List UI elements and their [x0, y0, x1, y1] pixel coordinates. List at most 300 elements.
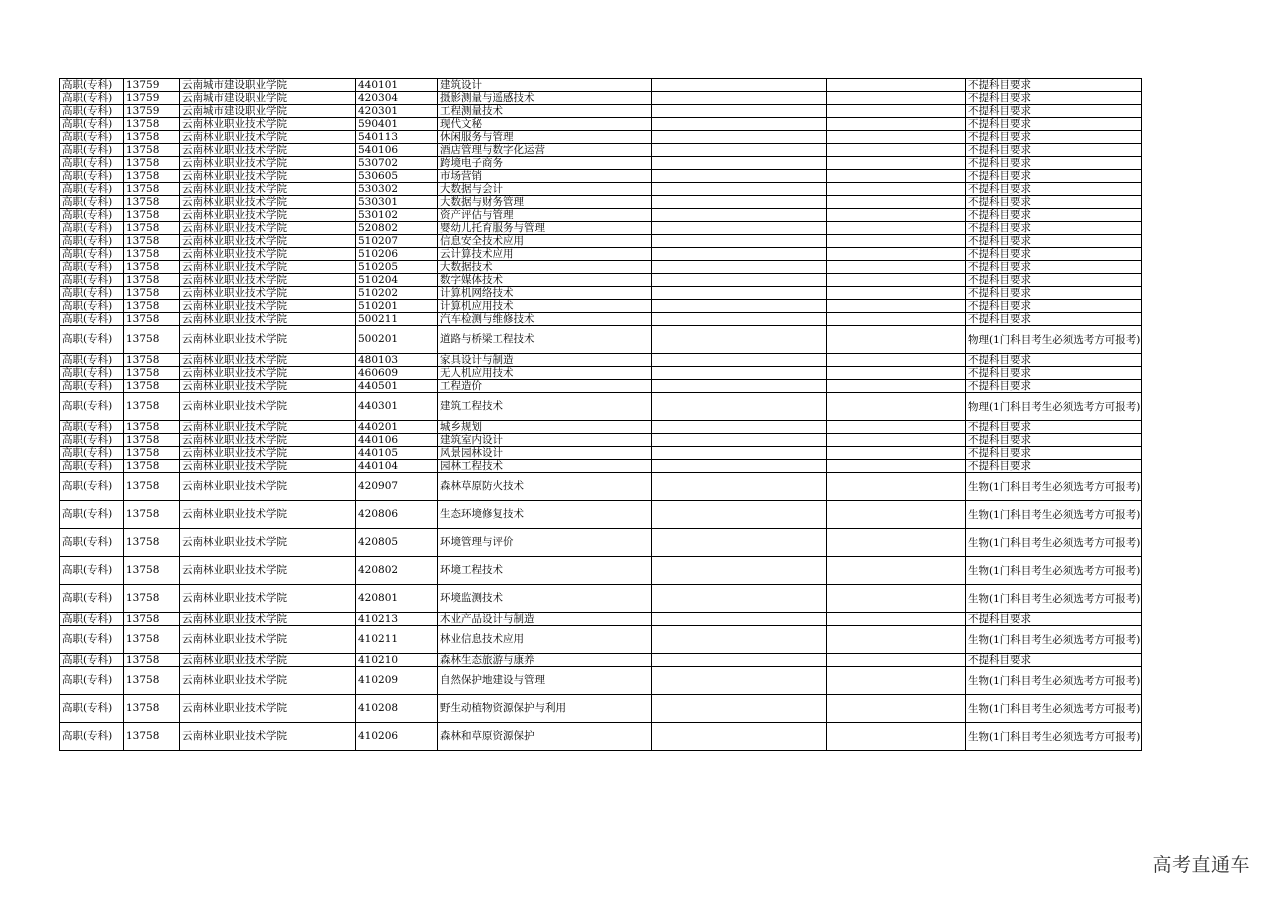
level-cell: 高职(专科): [60, 222, 124, 235]
school-code-cell: 13758: [124, 501, 180, 529]
subject-requirement-cell: 生物(1门科目考生必须选考方可报考): [966, 667, 1142, 695]
major-code-cell: 500211: [356, 313, 438, 326]
blank-cell: [652, 695, 827, 723]
school-name-cell: 云南林业职业技术学院: [180, 235, 356, 248]
school-name-cell: 云南林业职业技术学院: [180, 626, 356, 654]
blank-cell: [827, 170, 966, 183]
subject-requirement-cell: 不提科目要求: [966, 354, 1142, 367]
blank-cell: [652, 183, 827, 196]
level-cell: 高职(专科): [60, 313, 124, 326]
blank-cell: [652, 434, 827, 447]
blank-cell: [652, 131, 827, 144]
school-name-cell: 云南林业职业技术学院: [180, 118, 356, 131]
blank-cell: [652, 654, 827, 667]
level-cell: 高职(专科): [60, 79, 124, 92]
level-cell: 高职(专科): [60, 667, 124, 695]
school-code-cell: 13758: [124, 354, 180, 367]
school-code-cell: 13758: [124, 447, 180, 460]
major-code-cell: 440501: [356, 380, 438, 393]
major-name-cell: 森林草原防火技术: [438, 473, 652, 501]
school-code-cell: 13759: [124, 92, 180, 105]
school-code-cell: 13758: [124, 460, 180, 473]
major-name-cell: 资产评估与管理: [438, 209, 652, 222]
blank-cell: [827, 118, 966, 131]
major-name-cell: 生态环境修复技术: [438, 501, 652, 529]
level-cell: 高职(专科): [60, 235, 124, 248]
major-code-cell: 410206: [356, 723, 438, 751]
blank-cell: [827, 473, 966, 501]
major-code-cell: 510205: [356, 261, 438, 274]
major-name-cell: 道路与桥梁工程技术: [438, 326, 652, 354]
major-name-cell: 家具设计与制造: [438, 354, 652, 367]
major-code-cell: 440201: [356, 421, 438, 434]
level-cell: 高职(专科): [60, 654, 124, 667]
major-name-cell: 林业信息技术应用: [438, 626, 652, 654]
school-name-cell: 云南林业职业技术学院: [180, 287, 356, 300]
table-row: [60, 354, 1142, 367]
blank-cell: [652, 170, 827, 183]
blank-cell: [652, 613, 827, 626]
subject-requirement-cell: 不提科目要求: [966, 118, 1142, 131]
blank-cell: [652, 287, 827, 300]
major-code-cell: 530302: [356, 183, 438, 196]
major-name-cell: 建筑工程技术: [438, 393, 652, 421]
major-name-cell: 数字媒体技术: [438, 274, 652, 287]
blank-cell: [827, 367, 966, 380]
major-code-cell: 410213: [356, 613, 438, 626]
blank-cell: [827, 529, 966, 557]
blank-cell: [827, 183, 966, 196]
subject-requirement-cell: 不提科目要求: [966, 287, 1142, 300]
table-row: [60, 326, 1142, 354]
major-name-cell: 环境工程技术: [438, 557, 652, 585]
blank-cell: [827, 326, 966, 354]
table-row: [60, 473, 1142, 501]
school-name-cell: 云南林业职业技术学院: [180, 667, 356, 695]
school-name-cell: 云南城市建设职业学院: [180, 79, 356, 92]
blank-cell: [652, 473, 827, 501]
blank-cell: [652, 196, 827, 209]
school-name-cell: 云南林业职业技术学院: [180, 131, 356, 144]
blank-cell: [827, 393, 966, 421]
level-cell: 高职(专科): [60, 380, 124, 393]
blank-cell: [652, 144, 827, 157]
blank-cell: [652, 105, 827, 118]
major-name-cell: 环境监测技术: [438, 585, 652, 613]
blank-cell: [652, 300, 827, 313]
level-cell: 高职(专科): [60, 92, 124, 105]
major-code-cell: 530702: [356, 157, 438, 170]
table-row: [60, 170, 1142, 183]
subject-requirement-cell: 物理(1门科目考生必须选考方可报考): [966, 326, 1142, 354]
level-cell: 高职(专科): [60, 367, 124, 380]
school-name-cell: 云南林业职业技术学院: [180, 585, 356, 613]
level-cell: 高职(专科): [60, 626, 124, 654]
blank-cell: [827, 261, 966, 274]
school-name-cell: 云南林业职业技术学院: [180, 183, 356, 196]
school-name-cell: 云南林业职业技术学院: [180, 723, 356, 751]
subject-requirement-cell: 不提科目要求: [966, 421, 1142, 434]
blank-cell: [827, 667, 966, 695]
school-code-cell: 13758: [124, 421, 180, 434]
table-row: [60, 393, 1142, 421]
school-code-cell: 13758: [124, 529, 180, 557]
level-cell: 高职(专科): [60, 170, 124, 183]
school-name-cell: 云南林业职业技术学院: [180, 434, 356, 447]
major-code-cell: 440106: [356, 434, 438, 447]
subject-requirement-cell: 生物(1门科目考生必须选考方可报考): [966, 557, 1142, 585]
school-code-cell: 13758: [124, 287, 180, 300]
blank-cell: [827, 313, 966, 326]
school-name-cell: 云南林业职业技术学院: [180, 557, 356, 585]
subject-requirement-cell: 不提科目要求: [966, 196, 1142, 209]
blank-cell: [652, 326, 827, 354]
blank-cell: [827, 300, 966, 313]
level-cell: 高职(专科): [60, 144, 124, 157]
table-row: [60, 248, 1142, 261]
blank-cell: [652, 274, 827, 287]
major-name-cell: 摄影测量与遥感技术: [438, 92, 652, 105]
subject-requirement-cell: 不提科目要求: [966, 613, 1142, 626]
blank-cell: [827, 144, 966, 157]
major-name-cell: 大数据与会计: [438, 183, 652, 196]
school-name-cell: 云南林业职业技术学院: [180, 248, 356, 261]
blank-cell: [652, 723, 827, 751]
school-name-cell: 云南林业职业技术学院: [180, 367, 356, 380]
subject-requirement-cell: 不提科目要求: [966, 170, 1142, 183]
level-cell: 高职(专科): [60, 460, 124, 473]
blank-cell: [827, 105, 966, 118]
table-row: [60, 92, 1142, 105]
blank-cell: [652, 460, 827, 473]
school-code-cell: 13758: [124, 157, 180, 170]
subject-requirement-cell: 不提科目要求: [966, 380, 1142, 393]
school-name-cell: 云南林业职业技术学院: [180, 501, 356, 529]
school-name-cell: 云南林业职业技术学院: [180, 222, 356, 235]
level-cell: 高职(专科): [60, 447, 124, 460]
table-row: [60, 157, 1142, 170]
table-row: [60, 287, 1142, 300]
subject-requirement-cell: 生物(1门科目考生必须选考方可报考): [966, 501, 1142, 529]
school-name-cell: 云南城市建设职业学院: [180, 105, 356, 118]
blank-cell: [827, 287, 966, 300]
blank-cell: [652, 209, 827, 222]
blank-cell: [652, 667, 827, 695]
blank-cell: [827, 447, 966, 460]
major-code-cell: 420801: [356, 585, 438, 613]
blank-cell: [827, 626, 966, 654]
school-name-cell: 云南林业职业技术学院: [180, 274, 356, 287]
blank-cell: [827, 248, 966, 261]
blank-cell: [652, 626, 827, 654]
subject-requirement-cell: 不提科目要求: [966, 144, 1142, 157]
school-code-cell: 13758: [124, 248, 180, 261]
table-row: [60, 626, 1142, 654]
major-name-cell: 计算机应用技术: [438, 300, 652, 313]
major-code-cell: 540113: [356, 131, 438, 144]
table-row: [60, 434, 1142, 447]
table-row: [60, 501, 1142, 529]
school-code-cell: 13758: [124, 367, 180, 380]
table-row: [60, 131, 1142, 144]
major-code-cell: 420304: [356, 92, 438, 105]
school-code-cell: 13758: [124, 326, 180, 354]
major-name-cell: 跨境电子商务: [438, 157, 652, 170]
school-name-cell: 云南林业职业技术学院: [180, 300, 356, 313]
subject-requirement-cell: 不提科目要求: [966, 131, 1142, 144]
school-code-cell: 13759: [124, 105, 180, 118]
level-cell: 高职(专科): [60, 157, 124, 170]
major-code-cell: 540106: [356, 144, 438, 157]
level-cell: 高职(专科): [60, 473, 124, 501]
subject-requirement-cell: 生物(1门科目考生必须选考方可报考): [966, 473, 1142, 501]
blank-cell: [652, 557, 827, 585]
major-code-cell: 440301: [356, 393, 438, 421]
blank-cell: [827, 92, 966, 105]
major-name-cell: 信息安全技术应用: [438, 235, 652, 248]
blank-cell: [827, 723, 966, 751]
level-cell: 高职(专科): [60, 501, 124, 529]
school-code-cell: 13758: [124, 393, 180, 421]
school-name-cell: 云南林业职业技术学院: [180, 460, 356, 473]
school-name-cell: 云南林业职业技术学院: [180, 393, 356, 421]
school-code-cell: 13759: [124, 79, 180, 92]
blank-cell: [652, 248, 827, 261]
subject-requirement-cell: 物理(1门科目考生必须选考方可报考): [966, 393, 1142, 421]
blank-cell: [652, 235, 827, 248]
blank-cell: [827, 501, 966, 529]
level-cell: 高职(专科): [60, 248, 124, 261]
table-row: [60, 585, 1142, 613]
table-row: [60, 447, 1142, 460]
table-row: [60, 209, 1142, 222]
school-name-cell: 云南林业职业技术学院: [180, 261, 356, 274]
school-code-cell: 13758: [124, 654, 180, 667]
blank-cell: [652, 354, 827, 367]
table-row: [60, 695, 1142, 723]
blank-cell: [827, 421, 966, 434]
blank-cell: [652, 529, 827, 557]
subject-requirement-cell: 不提科目要求: [966, 209, 1142, 222]
school-name-cell: 云南林业职业技术学院: [180, 473, 356, 501]
school-code-cell: 13758: [124, 300, 180, 313]
major-code-cell: 420301: [356, 105, 438, 118]
major-name-cell: 无人机应用技术: [438, 367, 652, 380]
major-name-cell: 大数据技术: [438, 261, 652, 274]
table-row: [60, 274, 1142, 287]
watermark-text: 高考直通车: [1152, 854, 1250, 876]
major-code-cell: 510207: [356, 235, 438, 248]
blank-cell: [652, 157, 827, 170]
level-cell: 高职(专科): [60, 196, 124, 209]
table-row: [60, 380, 1142, 393]
school-code-cell: 13758: [124, 144, 180, 157]
table-row: [60, 460, 1142, 473]
blank-cell: [827, 460, 966, 473]
major-code-cell: 460609: [356, 367, 438, 380]
major-name-cell: 大数据与财务管理: [438, 196, 652, 209]
level-cell: 高职(专科): [60, 695, 124, 723]
table-row: [60, 367, 1142, 380]
school-name-cell: 云南林业职业技术学院: [180, 354, 356, 367]
school-name-cell: 云南林业职业技术学院: [180, 529, 356, 557]
blank-cell: [652, 380, 827, 393]
school-code-cell: 13758: [124, 196, 180, 209]
subject-requirement-cell: 不提科目要求: [966, 654, 1142, 667]
subject-requirement-cell: 不提科目要求: [966, 157, 1142, 170]
major-name-cell: 建筑设计: [438, 79, 652, 92]
school-code-cell: 13758: [124, 170, 180, 183]
subject-requirement-cell: 不提科目要求: [966, 79, 1142, 92]
school-name-cell: 云南林业职业技术学院: [180, 170, 356, 183]
subject-requirement-cell: 不提科目要求: [966, 300, 1142, 313]
blank-cell: [652, 118, 827, 131]
subject-requirements-table: [59, 78, 1142, 751]
school-code-cell: 13758: [124, 585, 180, 613]
major-code-cell: 510201: [356, 300, 438, 313]
major-name-cell: 市场营销: [438, 170, 652, 183]
school-code-cell: 13758: [124, 131, 180, 144]
table-row: [60, 654, 1142, 667]
major-name-cell: 计算机网络技术: [438, 287, 652, 300]
major-name-cell: 酒店管理与数字化运营: [438, 144, 652, 157]
major-name-cell: 现代文秘: [438, 118, 652, 131]
table-row: [60, 183, 1142, 196]
major-code-cell: 520802: [356, 222, 438, 235]
school-name-cell: 云南林业职业技术学院: [180, 313, 356, 326]
blank-cell: [652, 222, 827, 235]
subject-requirement-cell: 不提科目要求: [966, 367, 1142, 380]
major-code-cell: 510202: [356, 287, 438, 300]
major-code-cell: 420907: [356, 473, 438, 501]
level-cell: 高职(专科): [60, 326, 124, 354]
school-code-cell: 13758: [124, 118, 180, 131]
blank-cell: [827, 222, 966, 235]
school-code-cell: 13758: [124, 380, 180, 393]
blank-cell: [652, 585, 827, 613]
major-code-cell: 420806: [356, 501, 438, 529]
school-name-cell: 云南林业职业技术学院: [180, 654, 356, 667]
table-row: [60, 667, 1142, 695]
level-cell: 高职(专科): [60, 118, 124, 131]
school-code-cell: 13758: [124, 222, 180, 235]
school-code-cell: 13758: [124, 313, 180, 326]
subject-requirement-cell: 不提科目要求: [966, 313, 1142, 326]
major-code-cell: 410208: [356, 695, 438, 723]
major-code-cell: 530102: [356, 209, 438, 222]
school-code-cell: 13758: [124, 557, 180, 585]
table-row: [60, 118, 1142, 131]
school-name-cell: 云南林业职业技术学院: [180, 447, 356, 460]
major-name-cell: 云计算技术应用: [438, 248, 652, 261]
level-cell: 高职(专科): [60, 585, 124, 613]
level-cell: 高职(专科): [60, 421, 124, 434]
table-row: [60, 613, 1142, 626]
blank-cell: [827, 695, 966, 723]
blank-cell: [827, 274, 966, 287]
school-name-cell: 云南林业职业技术学院: [180, 380, 356, 393]
level-cell: 高职(专科): [60, 300, 124, 313]
major-name-cell: 休闲服务与管理: [438, 131, 652, 144]
school-code-cell: 13758: [124, 261, 180, 274]
level-cell: 高职(专科): [60, 183, 124, 196]
school-code-cell: 13758: [124, 434, 180, 447]
major-code-cell: 410211: [356, 626, 438, 654]
subject-requirement-cell: 不提科目要求: [966, 460, 1142, 473]
major-code-cell: 590401: [356, 118, 438, 131]
major-code-cell: 410209: [356, 667, 438, 695]
table-body: [60, 79, 1142, 751]
subject-requirement-cell: 不提科目要求: [966, 261, 1142, 274]
subject-requirement-cell: 生物(1门科目考生必须选考方可报考): [966, 585, 1142, 613]
blank-cell: [652, 313, 827, 326]
level-cell: 高职(专科): [60, 209, 124, 222]
subject-requirement-cell: 生物(1门科目考生必须选考方可报考): [966, 723, 1142, 751]
school-name-cell: 云南林业职业技术学院: [180, 613, 356, 626]
school-code-cell: 13758: [124, 667, 180, 695]
major-name-cell: 自然保护地建设与管理: [438, 667, 652, 695]
level-cell: 高职(专科): [60, 105, 124, 118]
school-name-cell: 云南林业职业技术学院: [180, 157, 356, 170]
major-code-cell: 510206: [356, 248, 438, 261]
major-name-cell: 森林和草原资源保护: [438, 723, 652, 751]
school-code-cell: 13758: [124, 274, 180, 287]
blank-cell: [652, 447, 827, 460]
major-name-cell: 建筑室内设计: [438, 434, 652, 447]
blank-cell: [652, 501, 827, 529]
blank-cell: [827, 196, 966, 209]
school-code-cell: 13758: [124, 209, 180, 222]
table-row: [60, 79, 1142, 92]
major-name-cell: 森林生态旅游与康养: [438, 654, 652, 667]
blank-cell: [652, 421, 827, 434]
level-cell: 高职(专科): [60, 557, 124, 585]
table-row: [60, 222, 1142, 235]
school-code-cell: 13758: [124, 473, 180, 501]
major-code-cell: 530301: [356, 196, 438, 209]
blank-cell: [827, 354, 966, 367]
table-row: [60, 196, 1142, 209]
subject-requirement-cell: 不提科目要求: [966, 248, 1142, 261]
blank-cell: [827, 157, 966, 170]
school-code-cell: 13758: [124, 613, 180, 626]
major-code-cell: 440104: [356, 460, 438, 473]
blank-cell: [827, 380, 966, 393]
major-code-cell: 530605: [356, 170, 438, 183]
blank-cell: [652, 367, 827, 380]
major-code-cell: 440105: [356, 447, 438, 460]
blank-cell: [827, 434, 966, 447]
blank-cell: [827, 209, 966, 222]
blank-cell: [652, 92, 827, 105]
blank-cell: [652, 79, 827, 92]
major-name-cell: 工程造价: [438, 380, 652, 393]
table-row: [60, 529, 1142, 557]
level-cell: 高职(专科): [60, 434, 124, 447]
school-name-cell: 云南林业职业技术学院: [180, 196, 356, 209]
table-row: [60, 261, 1142, 274]
table-row: [60, 300, 1142, 313]
table-row: [60, 313, 1142, 326]
level-cell: 高职(专科): [60, 354, 124, 367]
major-name-cell: 木业产品设计与制造: [438, 613, 652, 626]
major-code-cell: 510204: [356, 274, 438, 287]
major-name-cell: 城乡规划: [438, 421, 652, 434]
blank-cell: [827, 613, 966, 626]
level-cell: 高职(专科): [60, 131, 124, 144]
blank-cell: [652, 393, 827, 421]
blank-cell: [827, 557, 966, 585]
